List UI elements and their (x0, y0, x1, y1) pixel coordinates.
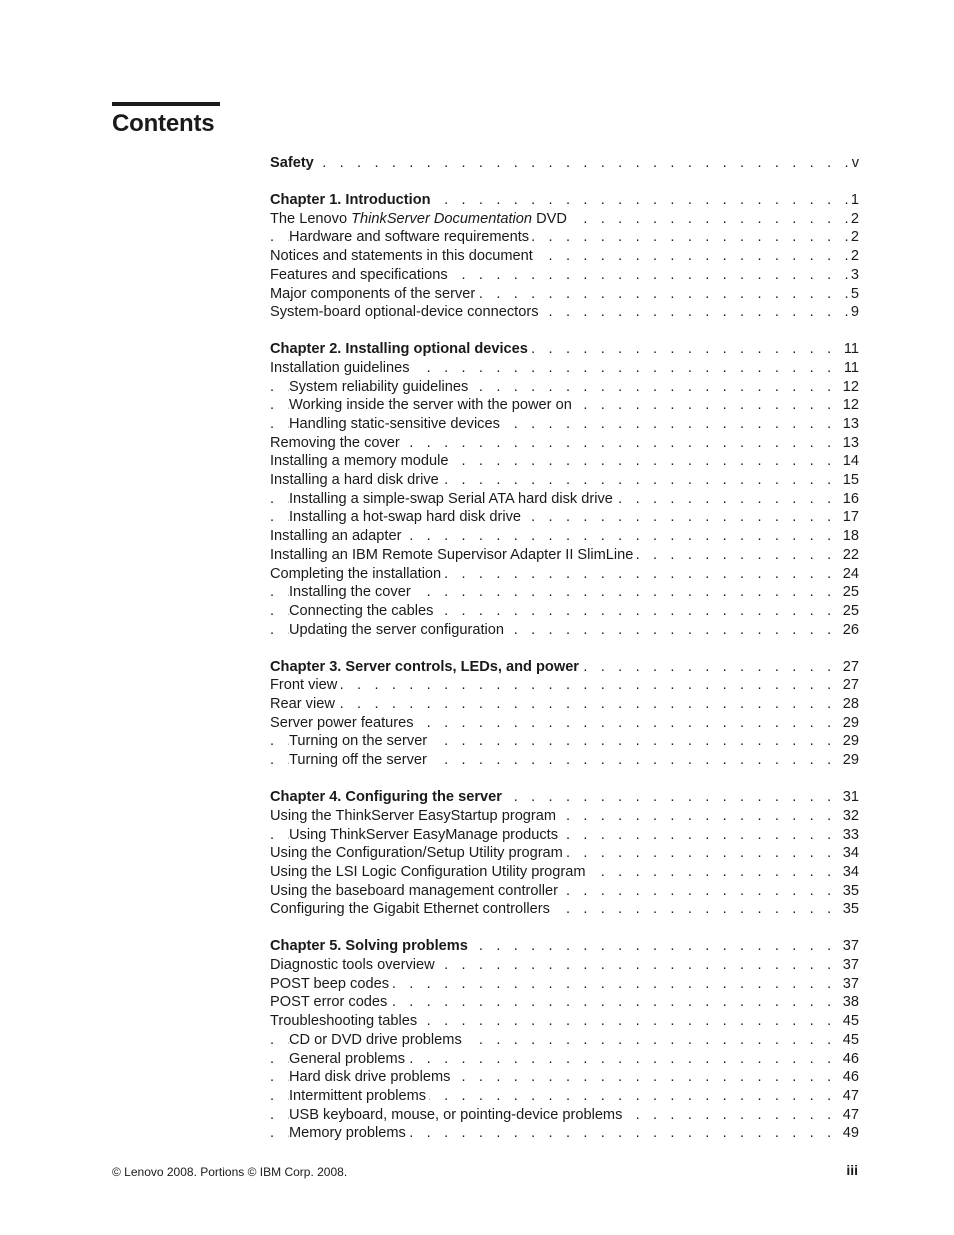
toc-entry-title: Turning on the server (289, 733, 430, 749)
toc-entry-title: Chapter 3. Server controls, LEDs, and power (270, 659, 582, 675)
toc-entry-title: Chapter 1. Introduction (270, 192, 434, 208)
toc-section (270, 937, 859, 1143)
toc-entry[interactable] (270, 1087, 859, 1106)
toc-entry-title: Front view (270, 677, 340, 693)
toc-entry-title: Installing the cover (289, 584, 414, 600)
toc-page-number: 11 (841, 359, 859, 378)
toc-entry-title: Hard disk drive problems (289, 1069, 453, 1085)
toc-entry-title: CD or DVD drive problems (289, 1032, 465, 1048)
toc-entry-title: Handling static-sensitive devices (289, 416, 503, 432)
toc-entry[interactable] (270, 807, 859, 826)
toc-page-number: 12 (840, 396, 859, 415)
toc-chapter-entry[interactable] (270, 658, 859, 677)
toc-entry-title: Using the baseboard management controller (270, 883, 561, 899)
toc-entry[interactable] (270, 602, 859, 621)
toc-entry[interactable] (270, 378, 859, 397)
toc-entry[interactable] (270, 490, 859, 509)
toc-entry-title: Installing an IBM Remote Supervisor Adapter II SlimLine (270, 547, 636, 563)
toc-entry-title: Installing a memory module (270, 453, 451, 469)
toc-entry[interactable] (270, 732, 859, 751)
toc-page-number: 11 (841, 340, 859, 359)
toc-page-number: 14 (840, 452, 859, 471)
toc-entry-title: Connecting the cables (289, 603, 436, 619)
toc-entry[interactable] (270, 844, 859, 863)
toc-entry[interactable] (270, 303, 859, 322)
toc-page-number: 2 (848, 247, 859, 266)
toc-entry[interactable] (270, 415, 859, 434)
toc-entry-title: Using ThinkServer EasyManage products (289, 827, 561, 843)
toc-page-number: 46 (840, 1068, 859, 1087)
toc-page-number: 1 (848, 191, 859, 210)
toc-entry-title: Chapter 5. Solving problems (270, 938, 471, 954)
toc-entry-title: Installing an adapter (270, 528, 404, 544)
toc-page-number: 33 (840, 826, 859, 845)
toc-entry-title: Removing the cover (270, 435, 403, 451)
toc-entry-title: Server power features (270, 715, 417, 731)
toc-entry[interactable] (270, 956, 859, 975)
footer-copyright: © Lenovo 2008. Portions © IBM Corp. 2008. (112, 1165, 348, 1179)
toc-page-number: 2 (848, 228, 859, 247)
toc-chapter-entry[interactable] (270, 340, 859, 359)
toc-entry[interactable] (270, 583, 859, 602)
toc-entry-title: Memory problems (289, 1125, 409, 1141)
toc-page-number: 3 (848, 266, 859, 285)
toc-chapter-entry[interactable] (270, 937, 859, 956)
toc-entry[interactable] (270, 247, 859, 266)
toc-entry-title: Configuring the Gigabit Ethernet controllers (270, 901, 553, 917)
toc-entry-title: Using the Configuration/Setup Utility program (270, 845, 566, 861)
toc-page-number: 22 (840, 546, 859, 565)
table-of-contents (270, 154, 859, 1161)
toc-entry[interactable] (270, 452, 859, 471)
toc-entry[interactable] (270, 508, 859, 527)
toc-entry-title: Chapter 2. Installing optional devices (270, 341, 531, 357)
toc-page-number: 2 (848, 210, 859, 229)
toc-page-number: 13 (840, 415, 859, 434)
toc-entry[interactable] (270, 714, 859, 733)
toc-entry-title: Using the ThinkServer EasyStartup program (270, 808, 559, 824)
toc-entry[interactable] (270, 751, 859, 770)
toc-page-number: 27 (840, 676, 859, 695)
toc-entry-title: Features and specifications (270, 267, 451, 283)
toc-chapter-entry[interactable] (270, 191, 859, 210)
toc-entry-title: Turning off the server (289, 752, 430, 768)
toc-entry[interactable] (270, 1124, 859, 1143)
toc-entry[interactable] (270, 695, 859, 714)
toc-page-number: v (849, 154, 859, 173)
toc-page-number: 27 (840, 658, 859, 677)
toc-page-number: 45 (840, 1012, 859, 1031)
toc-page-number: 35 (840, 900, 859, 919)
toc-page-number: 9 (848, 303, 859, 322)
toc-chapter-entry[interactable] (270, 154, 859, 173)
toc-page-number: 15 (840, 471, 859, 490)
toc-section (270, 340, 859, 639)
toc-entry-title: Completing the installation (270, 566, 444, 582)
toc-section (270, 788, 859, 919)
toc-entry-title: The Lenovo ThinkServer Documentation DVD (270, 211, 570, 227)
toc-entry-title: Using the LSI Logic Configuration Utility program (270, 864, 589, 880)
toc-entry-title: Diagnostic tools overview (270, 957, 438, 973)
toc-entry-title: System reliability guidelines (289, 379, 471, 395)
toc-page-number: 24 (840, 565, 859, 584)
toc-entry-title: Intermittent problems (289, 1088, 429, 1104)
toc-entry[interactable] (270, 210, 859, 229)
toc-page-number: 17 (840, 508, 859, 527)
toc-entry-title: Major components of the server (270, 286, 478, 302)
toc-entry[interactable] (270, 1050, 859, 1069)
toc-entry[interactable] (270, 993, 859, 1012)
toc-entry-title: POST error codes (270, 994, 390, 1010)
toc-entry[interactable] (270, 900, 859, 919)
toc-entry[interactable] (270, 863, 859, 882)
toc-entry-title: USB keyboard, mouse, or pointing-device problems (289, 1107, 625, 1123)
toc-page-number: 35 (840, 882, 859, 901)
toc-entry[interactable] (270, 1106, 859, 1125)
toc-page-number: 13 (840, 434, 859, 453)
toc-entry[interactable] (270, 1012, 859, 1031)
toc-entry[interactable] (270, 826, 859, 845)
toc-entry[interactable] (270, 285, 859, 304)
toc-entry-title: Installing a hard disk drive (270, 472, 442, 488)
toc-entry-title: Rear view (270, 696, 338, 712)
toc-page-number: 29 (840, 714, 859, 733)
toc-page-number: 37 (840, 975, 859, 994)
toc-section (270, 658, 859, 770)
toc-entry[interactable] (270, 975, 859, 994)
toc-section (270, 191, 859, 322)
toc-entry-title: Installing a hot-swap hard disk drive (289, 509, 524, 525)
toc-page-number: 47 (840, 1106, 859, 1125)
toc-entry[interactable] (270, 471, 859, 490)
toc-page-number: 34 (840, 844, 859, 863)
toc-section (270, 154, 859, 173)
toc-page-number: 25 (840, 602, 859, 621)
toc-entry-title: Safety (270, 155, 317, 171)
toc-page-number: 49 (840, 1124, 859, 1143)
toc-page-number: 37 (840, 937, 859, 956)
toc-entry-title: General problems (289, 1051, 408, 1067)
toc-entry[interactable] (270, 676, 859, 695)
toc-entry[interactable] (270, 434, 859, 453)
toc-page-number: 38 (840, 993, 859, 1012)
toc-chapter-entry[interactable] (270, 788, 859, 807)
toc-entry-title: Hardware and software requirements (289, 229, 532, 245)
toc-entry-title: Notices and statements in this document (270, 248, 536, 264)
toc-page-number: 29 (840, 751, 859, 770)
toc-entry[interactable] (270, 546, 859, 565)
toc-page-number: 37 (840, 956, 859, 975)
toc-page-number: 32 (840, 807, 859, 826)
toc-page-number: 16 (840, 490, 859, 509)
toc-entry-title: Updating the server configuration (289, 622, 507, 638)
toc-entry[interactable] (270, 882, 859, 901)
toc-entry[interactable] (270, 527, 859, 546)
toc-entry-title: System-board optional-device connectors (270, 304, 542, 320)
toc-page-number: 28 (840, 695, 859, 714)
toc-entry[interactable] (270, 228, 859, 247)
toc-entry[interactable] (270, 266, 859, 285)
toc-page-number: 29 (840, 732, 859, 751)
toc-page-number: 31 (840, 788, 859, 807)
toc-entry-title: Installing a simple-swap Serial ATA hard disk drive (289, 491, 616, 507)
toc-entry-title: POST beep codes (270, 976, 392, 992)
toc-page-number: 34 (840, 863, 859, 882)
toc-page-number: 47 (840, 1087, 859, 1106)
toc-page-number: 12 (840, 378, 859, 397)
toc-page-number: 5 (848, 285, 859, 304)
toc-entry[interactable] (270, 621, 859, 640)
toc-entry[interactable] (270, 565, 859, 584)
page-title: Contents (112, 110, 215, 137)
footer-page-number: iii (846, 1162, 858, 1178)
toc-page-number: 45 (840, 1031, 859, 1050)
toc-entry-title: Chapter 4. Configuring the server (270, 789, 505, 805)
toc-page-number: 26 (840, 621, 859, 640)
toc-page-number: 46 (840, 1050, 859, 1069)
title-rule (112, 102, 220, 106)
toc-entry[interactable] (270, 1068, 859, 1087)
toc-entry[interactable] (270, 396, 859, 415)
toc-entry-title: Installation guidelines (270, 360, 413, 376)
toc-entry[interactable] (270, 1031, 859, 1050)
toc-page-number: 18 (840, 527, 859, 546)
toc-entry-title: Working inside the server with the power on (289, 397, 575, 413)
toc-page-number: 25 (840, 583, 859, 602)
toc-entry-title: Troubleshooting tables (270, 1013, 420, 1029)
toc-entry[interactable] (270, 359, 859, 378)
